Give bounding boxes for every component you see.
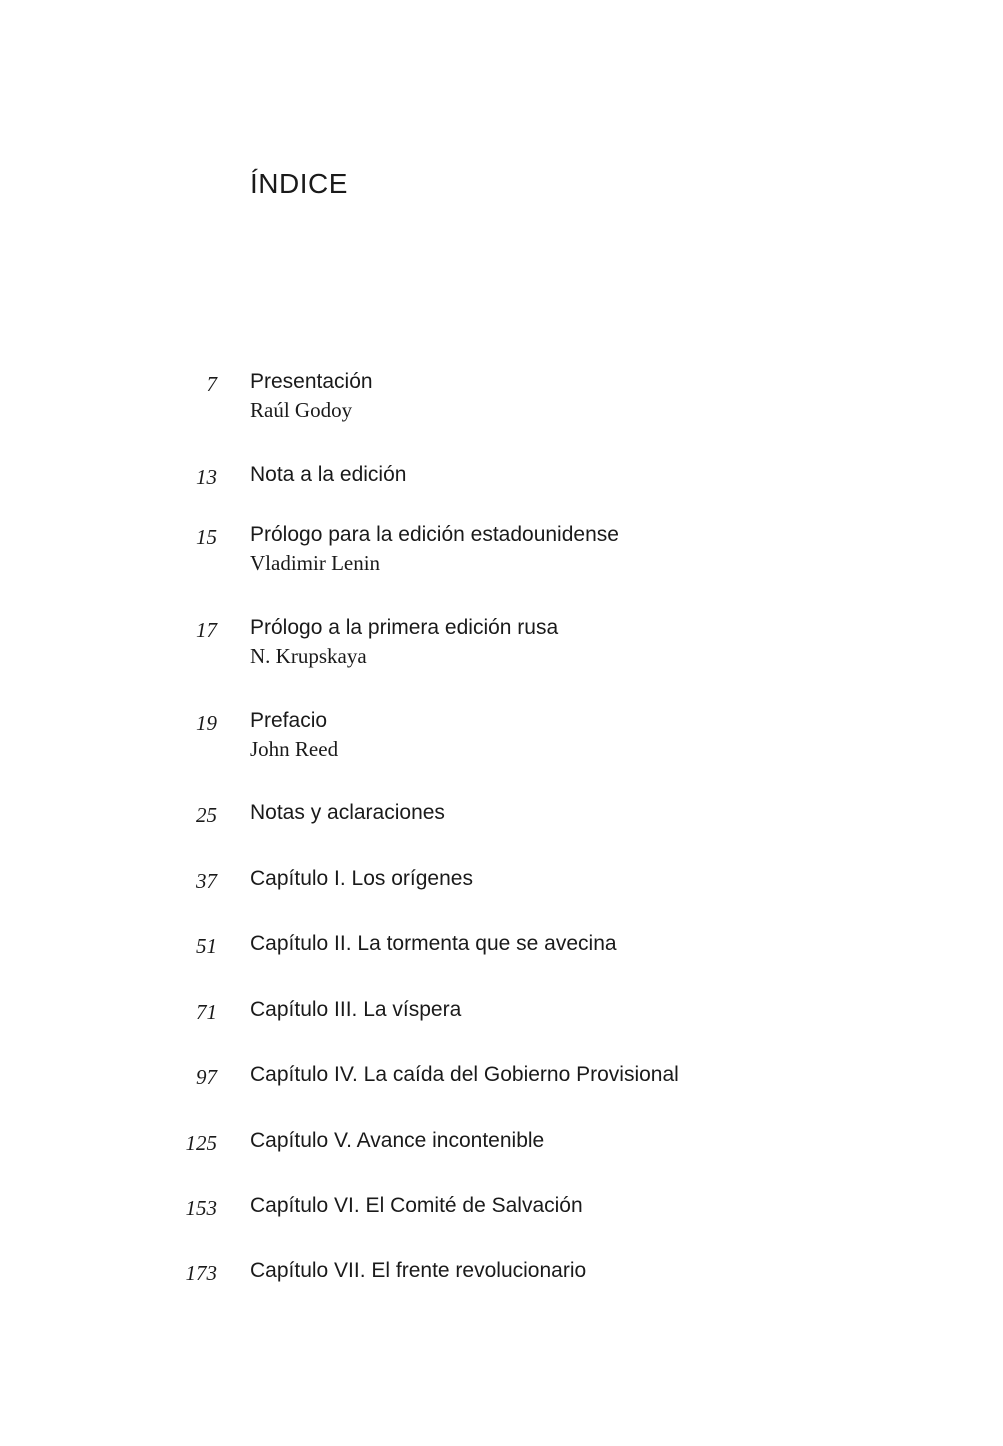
toc-entry[interactable] (0, 932, 1003, 992)
toc-page-number: 153 (185, 1196, 217, 1220)
toc-page-number: 125 (185, 1131, 217, 1155)
toc-entry[interactable] (0, 709, 1003, 769)
toc-page-number: 25 (196, 803, 217, 827)
toc-entry-title: Prefacio (250, 709, 328, 732)
page-title: ÍNDICE (250, 168, 348, 199)
toc-entry-title: Nota a la edición (250, 463, 407, 486)
toc-entry[interactable] (0, 370, 1003, 430)
toc-entry[interactable] (0, 1063, 1003, 1123)
toc-entry[interactable] (0, 463, 1003, 523)
toc-page-number: 17 (196, 618, 217, 642)
toc-page-number: 37 (196, 869, 217, 893)
toc-entry-author: N. Krupskaya (250, 644, 367, 668)
toc-entry-title: Presentación (250, 370, 373, 393)
toc-entry-author: John Reed (250, 737, 339, 761)
toc-page-number: 173 (185, 1261, 217, 1285)
toc-entry-title: Capítulo VI. El Comité de Salvación (250, 1194, 583, 1217)
toc-entry[interactable] (0, 616, 1003, 676)
toc-page-number: 51 (196, 934, 217, 958)
toc-entry[interactable] (0, 523, 1003, 583)
toc-entry-title: Capítulo II. La tormenta que se avecina (250, 932, 617, 955)
toc-entry-author: Vladimir Lenin (250, 551, 381, 575)
toc-entry-title: Capítulo III. La víspera (250, 998, 462, 1021)
toc-entry-title: Prólogo para la edición estadounidense (250, 523, 619, 546)
toc-entry[interactable] (0, 867, 1003, 927)
toc-entry-author: Raúl Godoy (250, 398, 353, 422)
toc-entry[interactable] (0, 998, 1003, 1058)
toc-entry-title: Notas y aclaraciones (250, 801, 445, 824)
toc-page-number: 7 (206, 372, 217, 396)
toc-entry[interactable] (0, 1259, 1003, 1319)
toc-page-number: 97 (196, 1065, 217, 1089)
toc-entry-title: Capítulo VII. El frente revolucionario (250, 1259, 587, 1282)
toc-entry-title: Capítulo V. Avance incontenible (250, 1129, 545, 1152)
toc-entry-title: Capítulo IV. La caída del Gobierno Provisional (250, 1063, 679, 1086)
toc-entry[interactable] (0, 1194, 1003, 1254)
toc-entry[interactable] (0, 801, 1003, 861)
toc-page-number: 71 (196, 1000, 217, 1024)
toc-page-number: 15 (196, 525, 217, 549)
toc-entry-title: Prólogo a la primera edición rusa (250, 616, 559, 639)
toc-entry-title: Capítulo I. Los orígenes (250, 867, 473, 890)
toc-page-number: 13 (196, 465, 217, 489)
toc-page-number: 19 (196, 711, 217, 735)
toc-entry[interactable] (0, 1129, 1003, 1189)
